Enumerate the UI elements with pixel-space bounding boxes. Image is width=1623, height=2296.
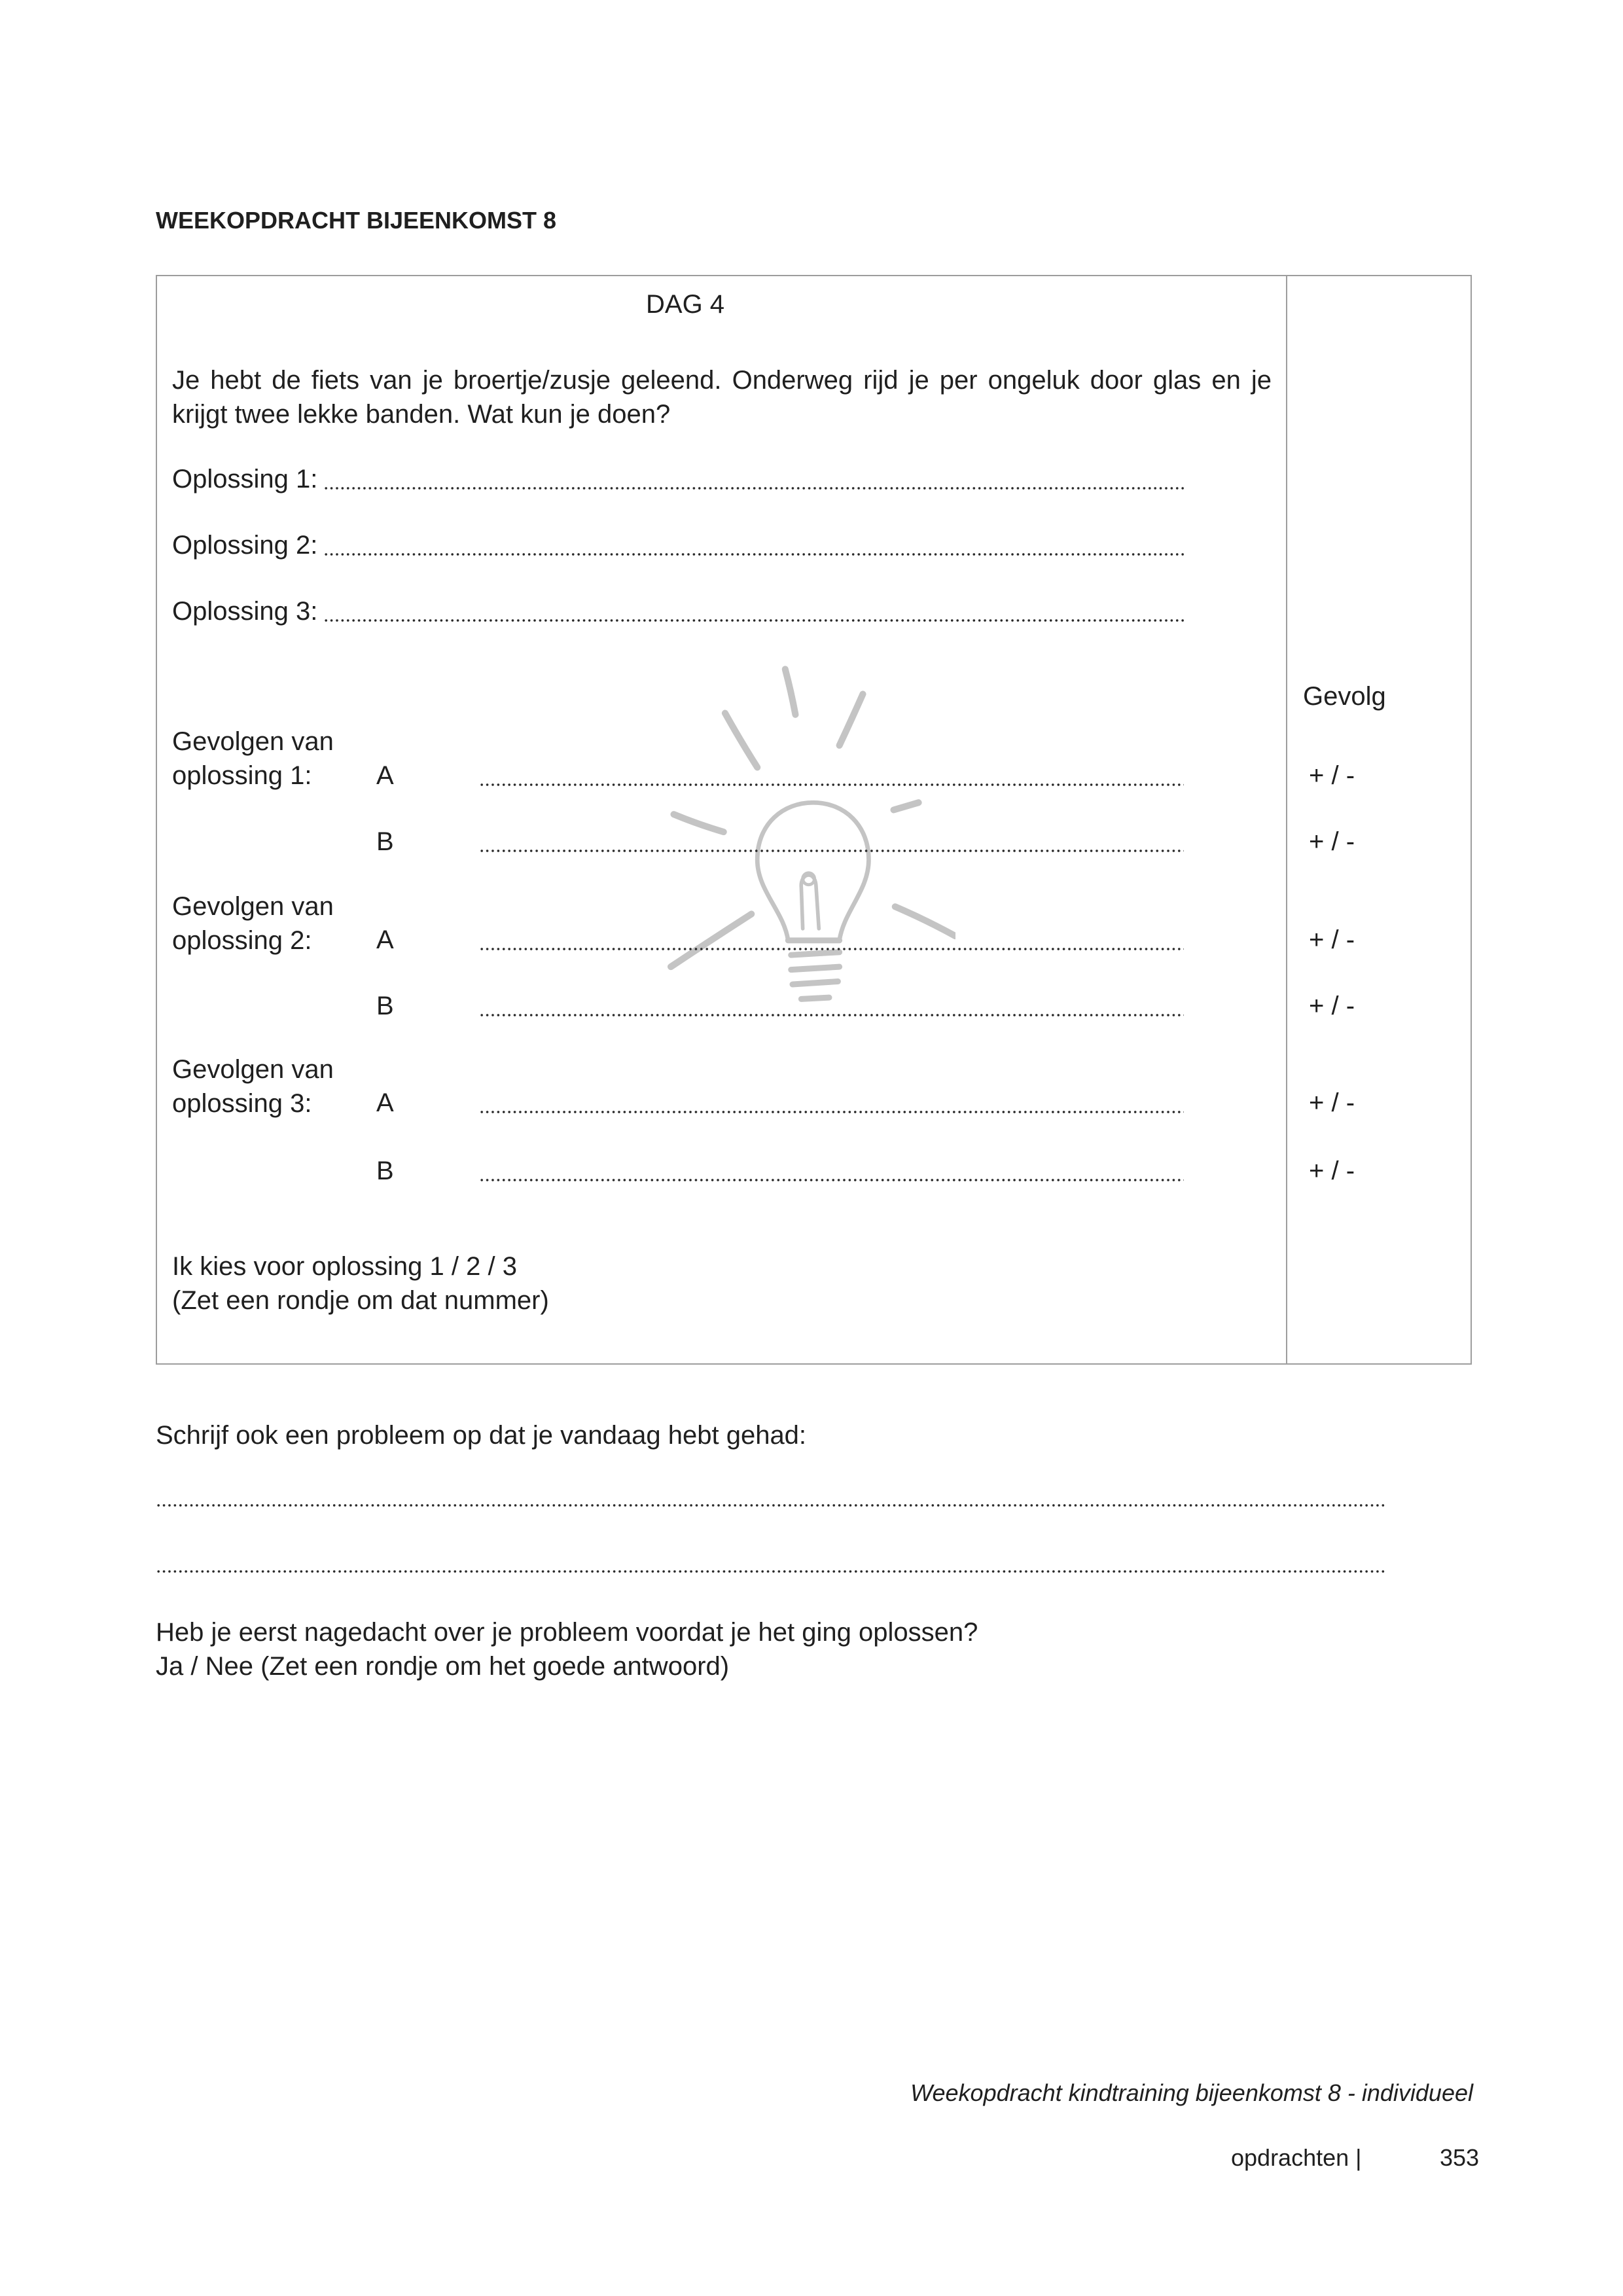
answer-line [479, 1178, 1184, 1182]
consequence-heading-line: Gevolgen van [172, 1055, 334, 1084]
consequence-heading-line: oplossing 1: [172, 761, 312, 790]
light-ray [674, 814, 724, 832]
answer-line [323, 486, 1184, 490]
consequence-heading [172, 1052, 334, 1121]
consequence-heading-line: oplossing 2: [172, 926, 312, 955]
plus-minus-mark: + / - [1309, 1157, 1355, 1185]
plus-minus-mark: + / - [1309, 992, 1355, 1020]
consequence-letter: B [376, 992, 394, 1020]
choice-hint: (Zet een rondje om dat nummer) [172, 1286, 549, 1315]
answer-line [156, 1503, 1385, 1507]
consequence-letter: A [376, 1088, 394, 1117]
answer-line [479, 783, 1184, 787]
choice-instruction [172, 1249, 549, 1318]
page-number: 353 [1440, 2144, 1480, 2171]
consequence-heading [172, 889, 334, 958]
consequence-letter: B [376, 827, 394, 856]
answer-line [479, 849, 1184, 853]
bulb-glass [757, 802, 868, 941]
plus-minus-mark: + / - [1309, 1088, 1355, 1117]
plus-minus-mark: + / - [1309, 761, 1355, 790]
consequence-letter: A [376, 761, 394, 790]
answer-line [479, 947, 1184, 951]
solution-label: Oplossing 2: [172, 531, 318, 560]
light-ray [895, 906, 955, 936]
scenario-text: Je hebt de fiets van je broertje/zusje geleend. Onderweg rijd je per ongeluk door glas en je krijgt twee lekke banden. Wat kun je doen? [172, 366, 1272, 429]
solution-label: Oplossing 1: [172, 465, 318, 493]
consequence-heading-line: Gevolgen van [172, 727, 334, 756]
day-heading: DAG 4 [646, 290, 725, 319]
light-ray [894, 802, 919, 810]
consequence-heading-line: Gevolgen van [172, 892, 334, 921]
choice-line: Ik kies voor oplossing 1 / 2 / 3 [172, 1252, 517, 1281]
light-ray [785, 669, 796, 714]
footer-section: opdrachten | [1231, 2144, 1362, 2171]
consequence-heading-line: oplossing 3: [172, 1089, 312, 1118]
table-column-divider [1286, 275, 1287, 1365]
plus-minus-mark: + / - [1309, 827, 1355, 856]
consequence-heading [172, 725, 334, 793]
reflection-answer-options: Ja / Nee (Zet een rondje om het goede antwoord) [156, 1652, 730, 1681]
reflection-question-block [156, 1615, 978, 1683]
consequence-letter: A [376, 925, 394, 954]
reflection-question: Heb je eerst nagedacht over je probleem voordat je het ging oplossen? [156, 1618, 978, 1647]
light-ray [671, 914, 751, 967]
consequence-column-header: Gevolg [1303, 682, 1386, 711]
light-ray [840, 694, 863, 745]
answer-line [479, 1110, 1184, 1114]
footer-caption: Weekopdracht kindtraining bijeenkomst 8 - individueel [910, 2079, 1473, 2106]
reflection-prompt: Schrijf ook een probleem op dat je vandaag hebt gehad: [156, 1421, 807, 1450]
solution-label: Oplossing 3: [172, 597, 318, 626]
light-bulb-icon [654, 655, 955, 1021]
plus-minus-mark: + / - [1309, 925, 1355, 954]
consequence-letter: B [376, 1157, 394, 1185]
answer-line [323, 619, 1184, 622]
answer-line [323, 552, 1184, 556]
light-ray [725, 713, 757, 768]
answer-line [156, 1570, 1385, 1573]
page-title: WEEKOPDRACHT BIJEENKOMST 8 [156, 207, 557, 234]
answer-line [479, 1013, 1184, 1017]
